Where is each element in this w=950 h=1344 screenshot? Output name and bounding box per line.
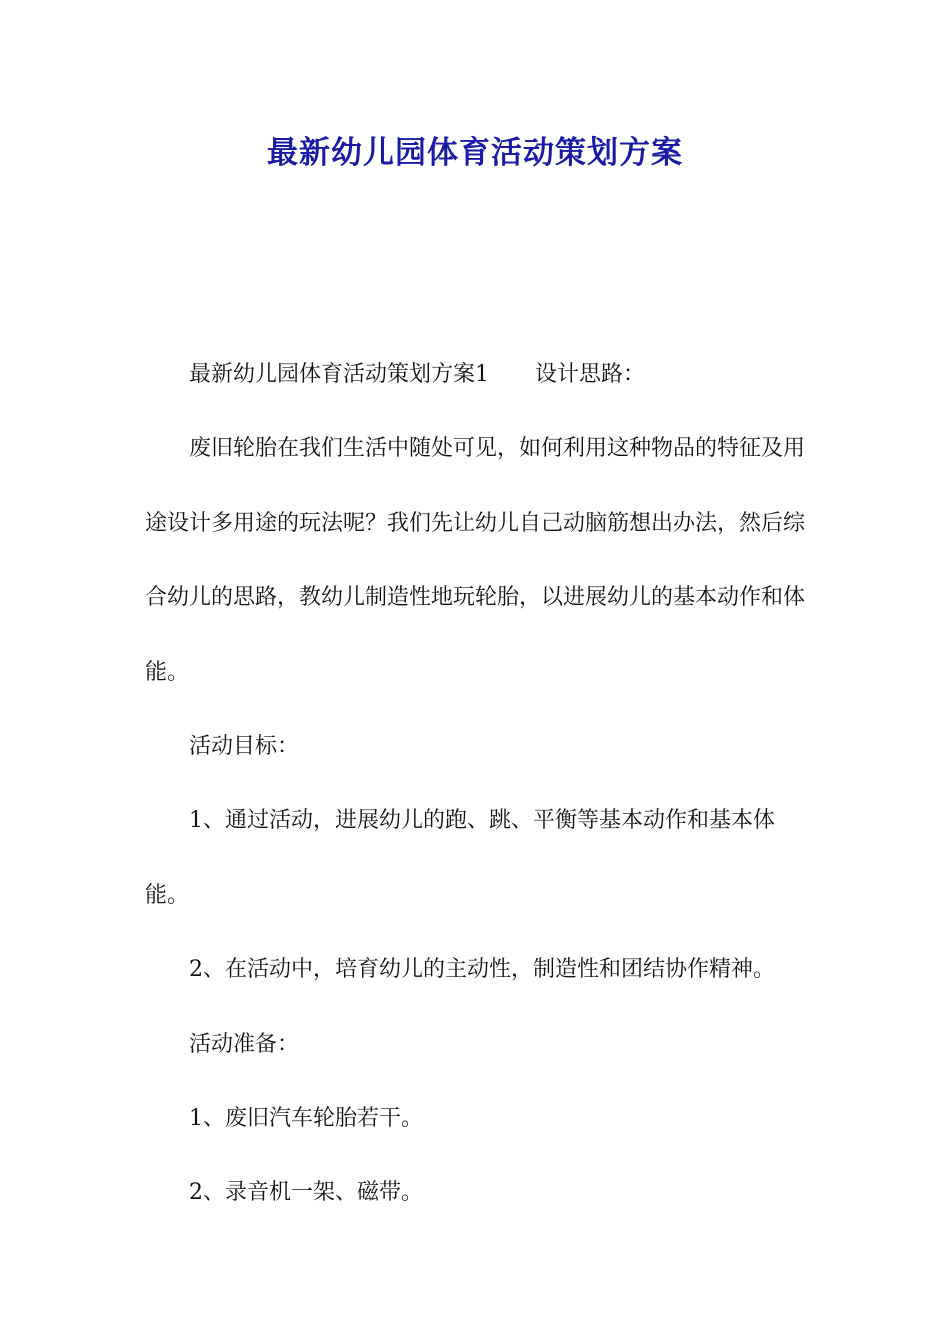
paragraph-5: 2、在活动中，培育幼儿的主动性，制造性和团结协作精神。 xyxy=(189,957,775,983)
document-title: 最新幼儿园体育活动策划方案 xyxy=(267,135,683,171)
paragraph-3: 活动目标： xyxy=(189,734,300,760)
paragraph-text: 设计思路： xyxy=(535,362,646,387)
paragraph-8: 2、录音机一架、磁带。 xyxy=(189,1180,423,1206)
paragraph-1 xyxy=(145,338,810,412)
paragraph-2: 废旧轮胎在我们生活中随处可见，如何利用这种物品的特征及用途设计多用途的玩法呢？我们先让幼儿自己动脑筋想出办法，然后综合幼儿的思路，教幼儿制造性地玩轮胎，以进展幼儿的基本动作和体能。 xyxy=(145,436,806,685)
paragraph-7: 1、废旧汽车轮胎若干。 xyxy=(189,1106,423,1132)
document-body xyxy=(145,338,810,1231)
paragraph-4: 1、通过活动，进展幼儿的跑、跳、平衡等基本动作和基本体能。 xyxy=(145,808,775,908)
paragraph-6: 活动准备： xyxy=(189,1031,300,1057)
section-heading: 最新幼儿园体育活动策划方案1 xyxy=(189,362,489,387)
